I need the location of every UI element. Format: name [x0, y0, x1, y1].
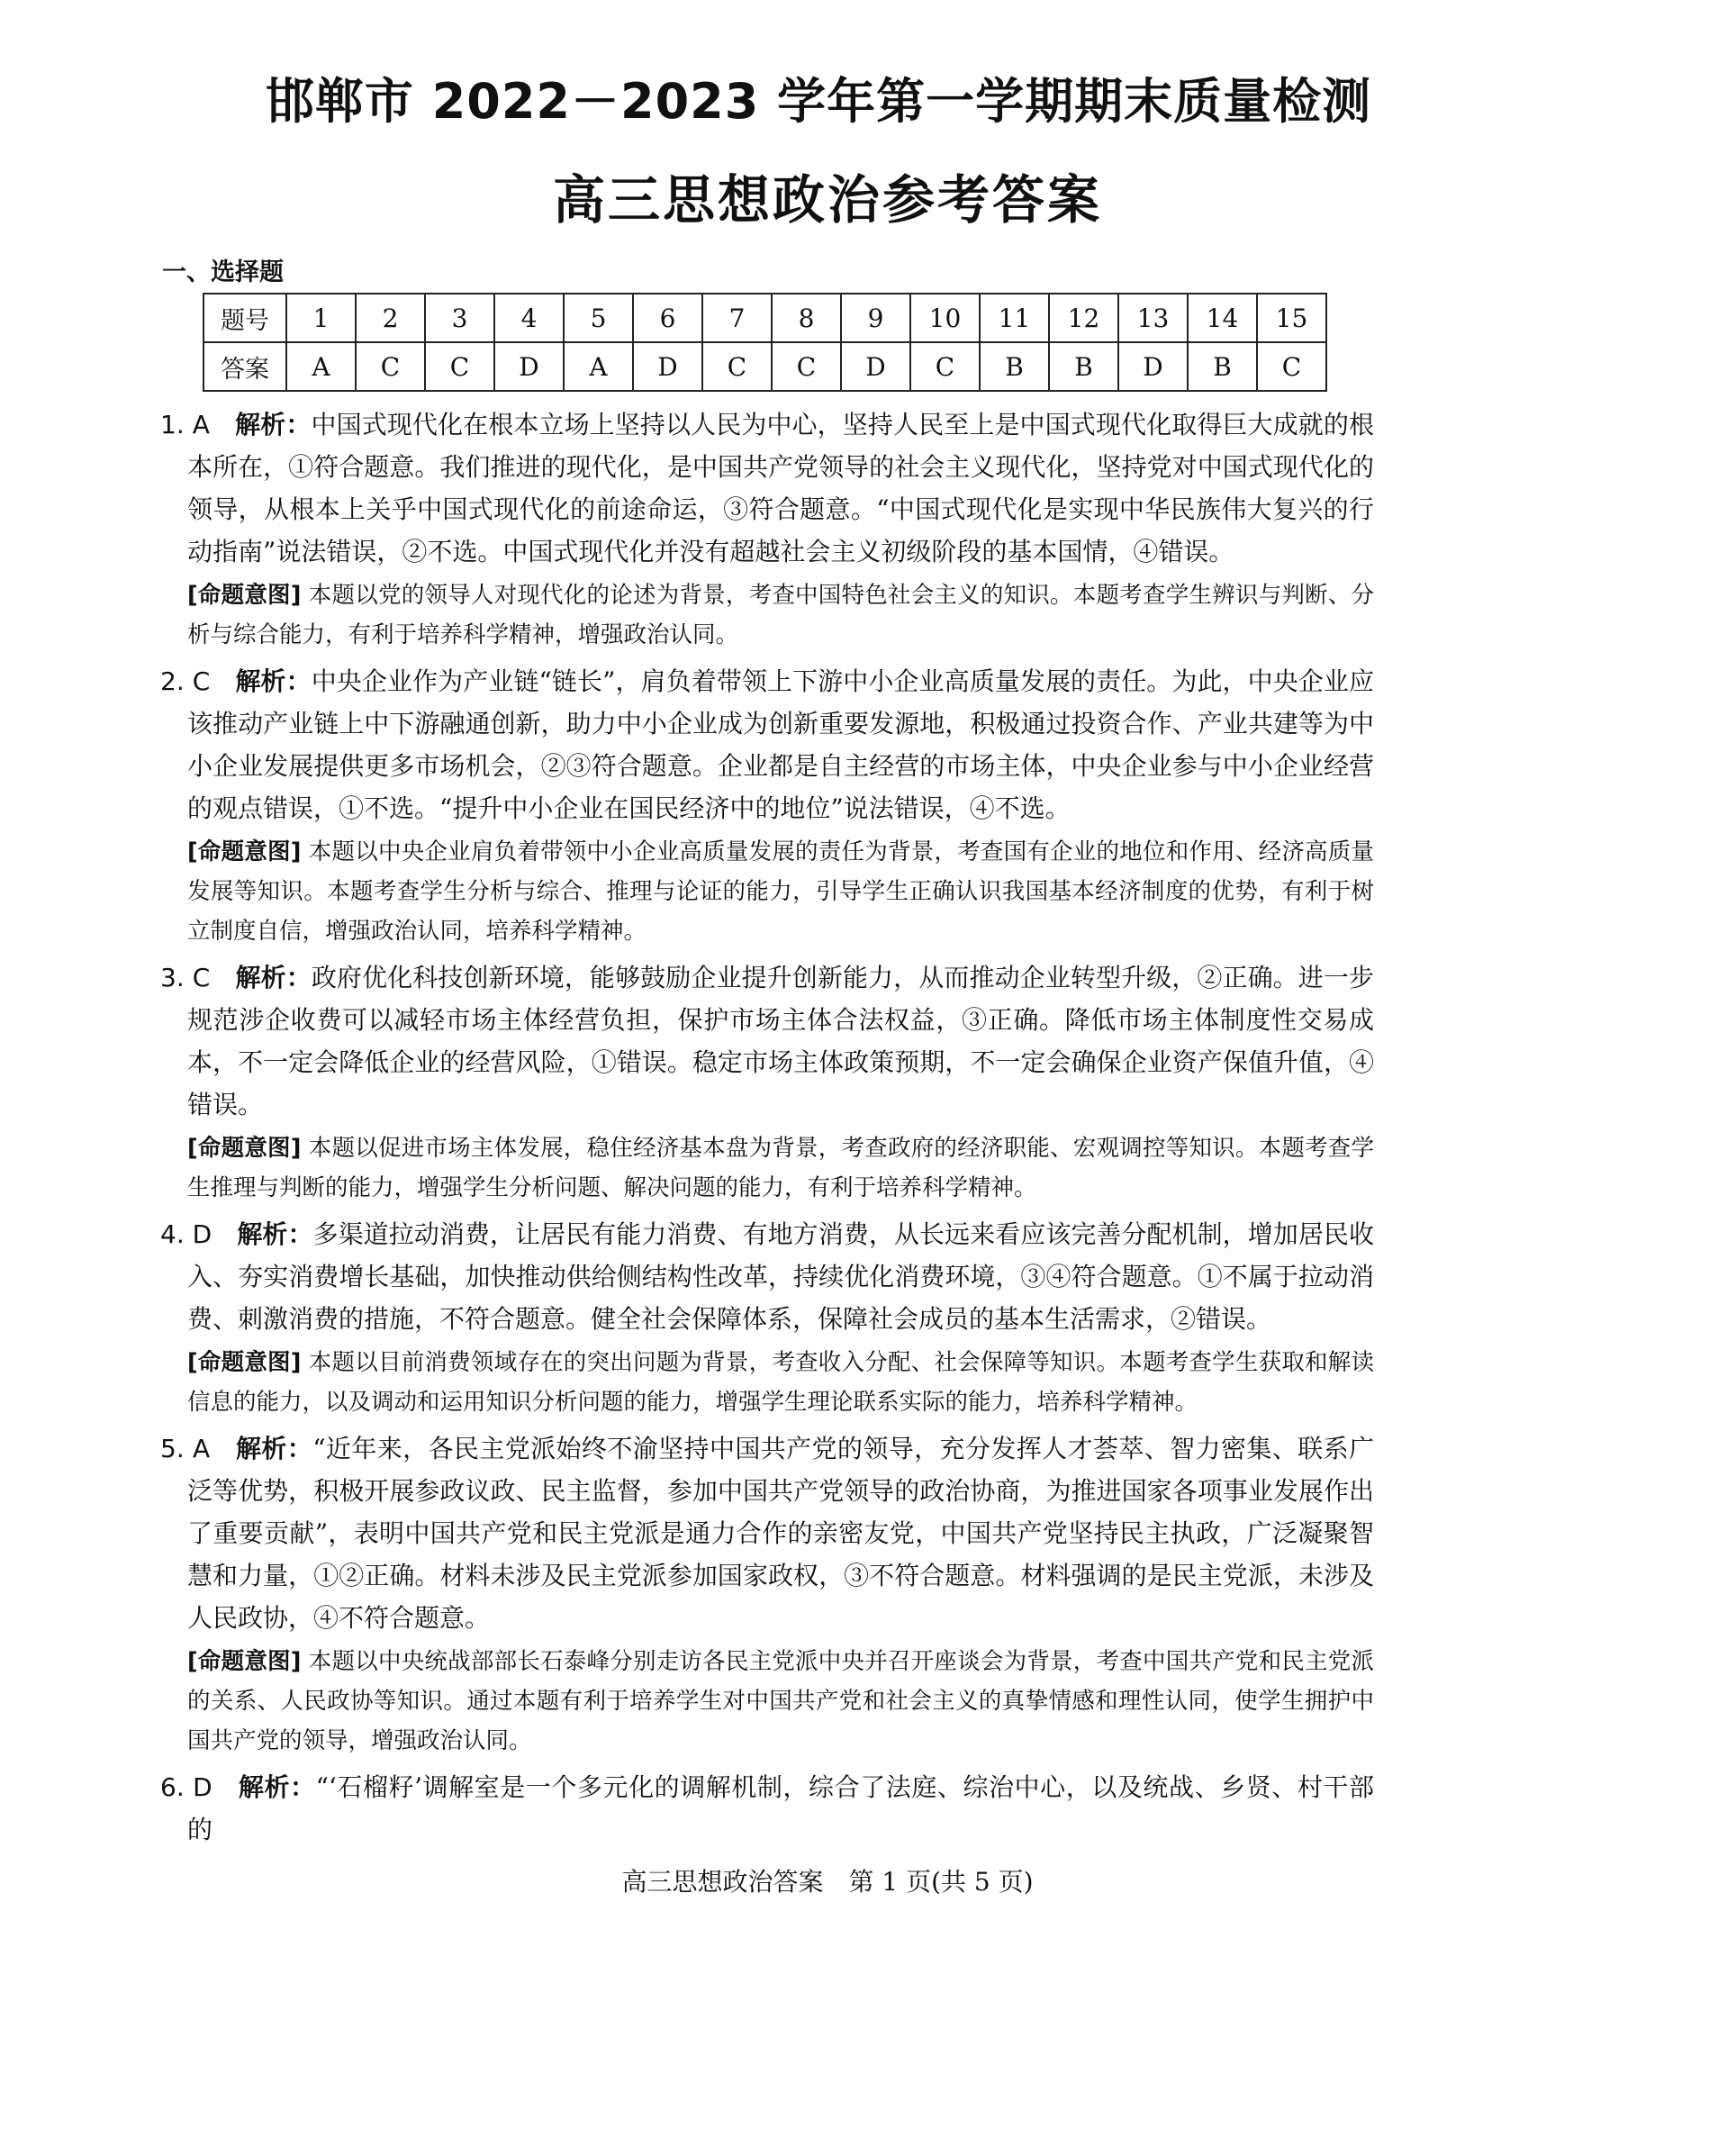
row-header-number: 题号: [203, 294, 286, 342]
intent-text: 本题以中央企业肩负着带领中小企业高质量发展的责任为背景，考查国有企业的地位和作用、经济高质量发展等知识。本题考查学生分析与综合、推理与论证的能力，引导学生正确认识我国基本经济制度的优势，有利于树立制度自信，增强政治认同，培养科学精神。: [187, 838, 1375, 945]
question-number-cell: 8: [772, 294, 841, 342]
question-answer-number: 6. D: [160, 1772, 212, 1802]
explanations: [160, 403, 1374, 1851]
question-number-cell: 12: [1049, 294, 1118, 342]
answer-table: [203, 293, 1327, 392]
answer-cell: D: [1118, 342, 1188, 391]
intent-note: [160, 1128, 1374, 1208]
question-number-cell: 10: [910, 294, 980, 342]
answer-cell: C: [702, 342, 772, 391]
intent-tag: [命题意图]: [187, 838, 302, 865]
analysis-label: 解析：: [235, 410, 312, 439]
question-explanation: [160, 1427, 1374, 1761]
analysis-label: 解析：: [238, 1772, 316, 1802]
explanation-body: [160, 1213, 1374, 1340]
question-number-cell: 6: [633, 294, 702, 342]
question-number-cell: 11: [980, 294, 1049, 342]
question-number-cell: 15: [1257, 294, 1326, 342]
answer-cell: C: [772, 342, 841, 391]
explanation-body: [160, 1427, 1374, 1639]
intent-note: [160, 575, 1374, 655]
intent-note: [160, 1343, 1374, 1422]
question-answer-number: 5. A: [160, 1434, 211, 1463]
question-answer-number: 4. D: [160, 1219, 212, 1249]
answer-cell: C: [356, 342, 425, 391]
answer-cell: D: [633, 342, 702, 391]
intent-tag: [命题意图]: [187, 1648, 302, 1675]
answer-cell: B: [1049, 342, 1118, 391]
question-number-cell: 5: [564, 294, 633, 342]
question-answer-number: 2. C: [160, 666, 211, 696]
question-number-cell: 3: [425, 294, 494, 342]
question-explanation: [160, 956, 1374, 1208]
page-footer: 高三思想政治答案 第 1 页(共 5 页): [621, 1867, 1034, 1897]
explanation-body: [160, 1766, 1374, 1851]
intent-text: 本题以促进市场主体发展，稳住经济基本盘为背景，考查政府的经济职能、宏观调控等知识。本题考查学生推理与判断的能力，增强学生分析问题、解决问题的能力，有利于培养科学精神。: [187, 1135, 1375, 1201]
intent-text: 本题以党的领导人对现代化的论述为背景，考查中国特色社会主义的知识。本题考查学生辨识与判断、分析与综合能力，有利于培养科学精神，增强政治认同。: [187, 582, 1375, 648]
answer-cell: D: [841, 342, 910, 391]
intent-note: [160, 1642, 1374, 1761]
analysis-label: 解析：: [235, 666, 312, 696]
question-explanation: [160, 660, 1374, 951]
answer-cell: B: [1188, 342, 1257, 391]
row-header-answer: 答案: [203, 342, 286, 391]
analysis-text: 政府优化科技创新环境，能够鼓励企业提升创新能力，从而推动企业转型升级，②正确。进一步规范涉企收费可以减轻市场主体经营负担，保护市场主体合法权益，③正确。降低市场主体制度性交易成本，不一定会降低企业的经营风险，①错误。稳定市场主体政策预期，不一定会确保企业资产保值升值，④错误。: [187, 963, 1374, 1119]
question-answer-number: 3. C: [160, 963, 211, 992]
analysis-text: 中央企业作为产业链“链长”，肩负着带领上下游中小企业高质量发展的责任。为此，中央企业应该推动产业链上中下游融通创新，助力中小企业成为创新重要发源地，积极通过投资合作、产业共建等为中小企业发展提供更多市场机会，②③符合题意。企业都是自主经营的市场主体，中央企业参与中小企业经营的观点错误，①不选。“提升中小企业在国民经济中的地位”说法错误，④不选。: [187, 666, 1374, 823]
question-number-cell: 4: [494, 294, 564, 342]
question-explanation: [160, 1766, 1374, 1851]
question-number-cell: 1: [286, 294, 356, 342]
question-number-cell: 13: [1118, 294, 1188, 342]
answer-cell: C: [425, 342, 494, 391]
answer-cell: D: [494, 342, 564, 391]
question-answer-number: 1. A: [160, 410, 210, 439]
intent-note: [160, 832, 1374, 951]
section-heading: 一、选择题: [162, 258, 284, 286]
answer-cell: C: [910, 342, 980, 391]
question-number-cell: 7: [702, 294, 772, 342]
question-number-cell: 9: [841, 294, 910, 342]
answer-table-answer-row: [203, 342, 1326, 391]
question-number-cell: 2: [356, 294, 425, 342]
answer-cell: C: [1257, 342, 1326, 391]
answer-cell: A: [564, 342, 633, 391]
explanation-body: [160, 956, 1374, 1126]
explanation-body: [160, 660, 1374, 829]
page-title: 邯郸市 2022－2023 学年第一学期期末质量检测: [265, 73, 1372, 130]
page-subtitle: 高三思想政治参考答案: [552, 169, 1102, 231]
intent-text: 本题以目前消费领域存在的突出问题为背景，考查收入分配、社会保障等知识。本题考查学生获取和解读信息的能力，以及调动和运用知识分析问题的能力，增强学生理论联系实际的能力，培养科学精神。: [187, 1349, 1375, 1416]
analysis-text: “近年来，各民主党派始终不渝坚持中国共产党的领导，充分发挥人才荟萃、智力密集、联系广泛等优势，积极开展参政议政、民主监督，参加中国共产党领导的政治协商，为推进国家各项事业发展作出了重要贡献”，表明中国共产党和民主党派是通力合作的亲密友党，中国共产党坚持民主执政，广泛凝聚智慧和力量，①②正确。材料未涉及民主党派参加国家政权，③不符合题意。材料强调的是民主党派，未涉及人民政协，④不符合题意。: [187, 1434, 1374, 1633]
answer-cell: B: [980, 342, 1049, 391]
analysis-text: 中国式现代化在根本立场上坚持以人民为中心，坚持人民至上是中国式现代化取得巨大成就的根本所在，①符合题意。我们推进的现代化，是中国共产党领导的社会主义现代化，坚持党对中国式现代化的领导，从根本上关乎中国式现代化的前途命运，③符合题意。“中国式现代化是实现中华民族伟大复兴的行动指南”说法错误，②不选。中国式现代化并没有超越社会主义初级阶段的基本国情，④错误。: [187, 410, 1374, 566]
analysis-text: “‘石榴籽’调解室是一个多元化的调解机制，综合了法庭、综治中心，以及统战、乡贤、村干部的: [187, 1772, 1374, 1844]
intent-tag: [命题意图]: [187, 1135, 302, 1162]
analysis-label: 解析：: [235, 963, 312, 992]
analysis-label: 解析：: [237, 1219, 313, 1249]
explanation-body: [160, 403, 1374, 573]
intent-tag: [命题意图]: [187, 582, 302, 609]
analysis-label: 解析：: [235, 1434, 313, 1463]
question-number-cell: 14: [1188, 294, 1257, 342]
question-explanation: [160, 1213, 1374, 1422]
question-explanation: [160, 403, 1374, 655]
analysis-text: 多渠道拉动消费，让居民有能力消费、有地方消费，从长远来看应该完善分配机制，增加居民收入、夯实消费增长基础，加快推动供给侧结构性改革，持续优化消费环境，③④符合题意。①不属于拉动消费、刺激消费的措施，不符合题意。健全社会保障体系，保障社会成员的基本生活需求，②错误。: [187, 1219, 1374, 1334]
answer-cell: A: [286, 342, 356, 391]
intent-tag: [命题意图]: [187, 1349, 302, 1376]
intent-text: 本题以中央统战部部长石泰峰分别走访各民主党派中央并召开座谈会为背景，考查中国共产党和民主党派的关系、人民政协等知识。通过本题有利于培养学生对中国共产党和社会主义的真挚情感和理性认同，使学生拥护中国共产党的领导，增强政治认同。: [187, 1648, 1375, 1754]
answer-table-number-row: [203, 294, 1326, 342]
